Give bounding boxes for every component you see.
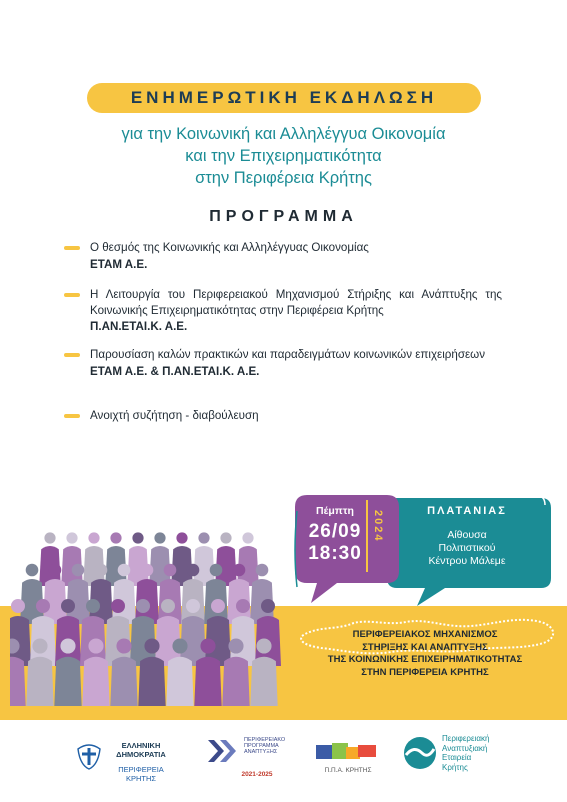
programme-line-1: ΠΕΡΙΦΕΡΕΙΑΚΟ <box>244 737 286 743</box>
programme-item-text: Ανοιχτή συζήτηση - διαβούλευση <box>90 409 259 422</box>
crowd-person <box>171 532 193 586</box>
venue-place: ΠΛΑΤΑΝΙΑΣ <box>427 505 507 517</box>
greek-emblem-logo <box>74 741 104 771</box>
ppa-crete-logo <box>316 741 380 763</box>
date-divider <box>366 500 368 572</box>
programme-item <box>90 287 502 335</box>
mechanism-line-2: ΣΤΗΡΙΞΗΣ ΚΑΙ ΑΝΑΠΤΥΞΗΣ <box>362 641 488 653</box>
hellenic-line-3: ΠΕΡΙΦΕΡΕΙΑ ΚΡΗΤΗΣ <box>118 765 164 783</box>
programme-line-3: ΑΝΑΠΤΥΞΗΣ <box>244 749 278 755</box>
wave-circle-icon <box>402 735 438 771</box>
anetaik-line-4: Κρήτης <box>442 762 468 772</box>
subtitle-line-3: στην Περιφέρεια Κρήτης <box>195 169 372 187</box>
programme-item-org: ΕΤΑΜ Α.Ε. <box>90 257 148 271</box>
ppa-label: Π.Π.Α. ΚΡΗΤΗΣ <box>324 767 372 774</box>
hellenic-logo-text <box>106 741 176 783</box>
programme-item-text: Ο θεσμός της Κοινωνικής και Αλληλέγγυας Οικονομίας <box>90 241 369 254</box>
bullet-dash <box>64 353 80 357</box>
venue-text <box>385 505 549 568</box>
venue-line-2: Πολιτιστικού <box>438 542 496 554</box>
title-banner <box>87 83 481 113</box>
date-year: 2024 <box>372 510 384 543</box>
crowd-person <box>39 532 61 586</box>
programme-item-text: Η Λειτουργία του Περιφερειακού Μηχανισμού Στήριξης και Ανάπτυξης της Κοινωνικής Επιχειρηματικότητας στην Περιφέρεια Κρήτης <box>90 288 502 317</box>
date-time: 18:30 <box>308 543 362 564</box>
programme-item-text: Παρουσίαση καλών πρακτικών και παραδειγμάτων κοινωνικών επιχειρήσεων <box>90 348 486 361</box>
anetaik-line-1: Περιφερειακή <box>442 734 490 743</box>
programme-item-org: ΕΤΑΜ Α.Ε. & Π.ΑΝ.ΕΤΑΙ.Κ. Α.Ε. <box>90 364 260 378</box>
crowd-person <box>127 532 149 586</box>
crowd-person <box>83 532 105 586</box>
programme-heading: ΠΡΟΓΡΑΜΜΑ <box>209 208 358 225</box>
crowd-person <box>193 532 215 586</box>
crowd-person <box>105 532 127 586</box>
programme-logo-text <box>244 737 294 755</box>
mechanism-line-4: ΣΤΗΝ ΠΕΡΙΦΕΡΕΙΑ ΚΡΗΤΗΣ <box>361 666 489 678</box>
anetaik-line-2: Αναπτυξιακή <box>442 743 488 753</box>
programme-logo-arrows <box>206 736 242 766</box>
hellenic-line-2: ΔΗΜΟΚΡΑΤΙΑ <box>116 750 166 759</box>
hellenic-line-1: ΕΛΛΗΝΙΚΗ <box>121 741 161 750</box>
venue-line-1: Αίθουσα <box>447 529 487 541</box>
programme-item <box>90 240 502 272</box>
crete-shape-icon <box>316 741 380 763</box>
bullet-dash <box>64 293 80 297</box>
programme-item-org: Π.ΑΝ.ΕΤΑΙ.Κ. Α.Ε. <box>90 320 188 333</box>
venue-line-3: Κέντρου Μάλεμε <box>428 555 506 567</box>
mechanism-line-1: ΠΕΡΙΦΕΡΕΙΑΚΟΣ ΜΗΧΑΝΙΣΜΟΣ <box>352 629 498 640</box>
anetaik-line-3: Εταιρεία <box>442 753 472 762</box>
programme-item <box>90 347 502 379</box>
crowd-illustration <box>10 508 300 706</box>
anetaik-logo <box>402 735 438 771</box>
programme-item <box>90 408 502 424</box>
subtitle-line-1: για την Κοινωνική και Αλληλέγγυα Οικονομία <box>121 125 446 143</box>
subtitle-line-2: και την Επιχειρηματικότητα <box>185 147 382 165</box>
chevron-arrows-icon <box>206 736 242 766</box>
crowd-person <box>149 532 171 586</box>
programme-line-2: ΠΡΟΓΡΑΜΜΑ <box>244 743 279 749</box>
crowd-person <box>215 532 237 586</box>
date-day: Πέμπτη <box>316 505 354 517</box>
crowd-person <box>237 532 259 586</box>
mechanism-text <box>290 629 560 679</box>
anetaik-logo-text <box>442 734 512 772</box>
emblem-icon <box>74 741 104 771</box>
mechanism-line-3: ΤΗΣ ΚΟΙΝΩΝΙΚΗΣ ΕΠΙΧΕΙΡΗΜΑΤΙΚΟΤΗΤΑΣ <box>327 654 523 665</box>
event-title: ΕΝΗΜΕΡΩΤΙΚΗ ΕΚΔΗΛΩΣΗ <box>130 88 438 107</box>
date-date: 26/09 <box>308 521 362 542</box>
programme-years: 2021-2025 <box>241 771 273 778</box>
bullet-dash <box>64 414 80 418</box>
crowd-person <box>61 532 83 586</box>
bullet-dash <box>64 246 80 250</box>
